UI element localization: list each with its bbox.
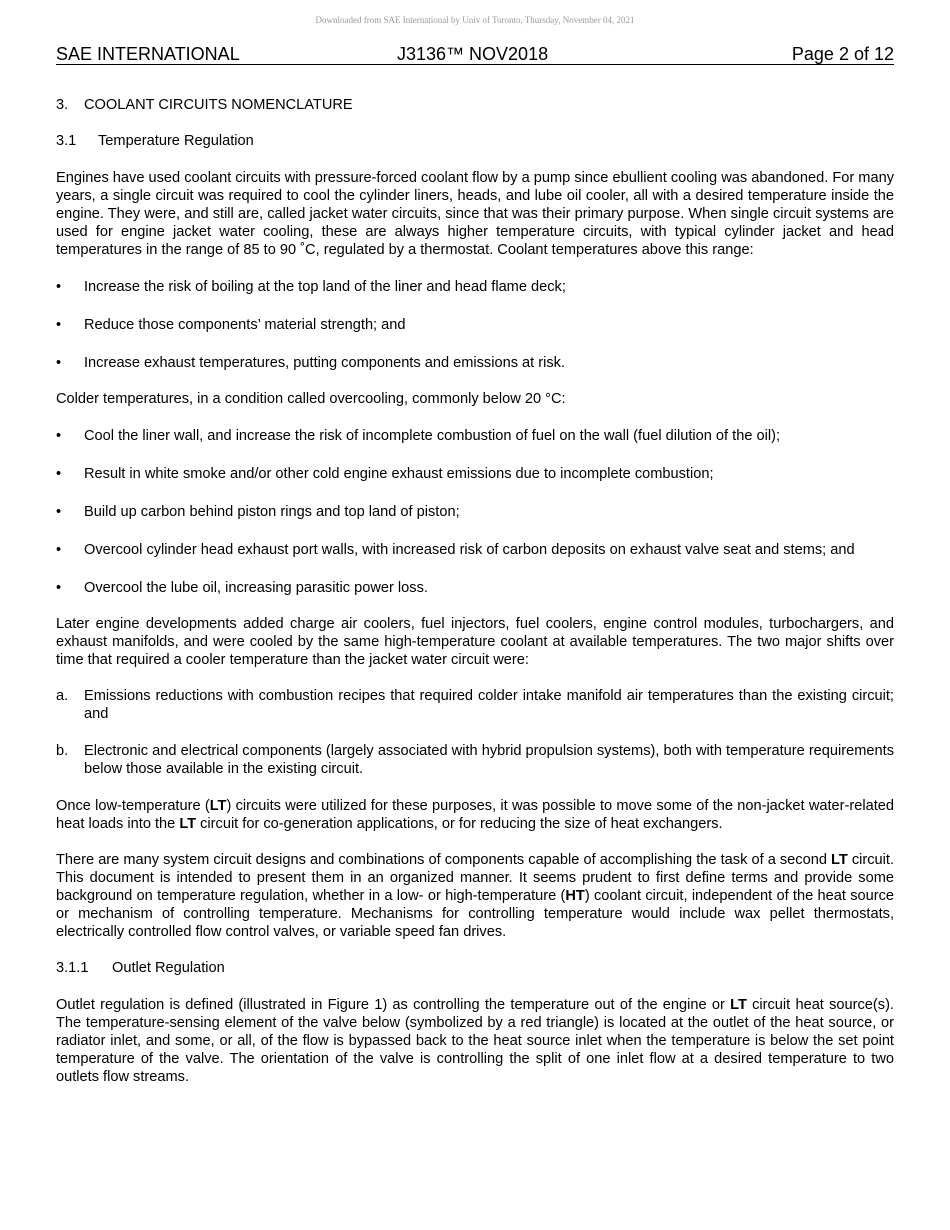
bullet-mark: • bbox=[56, 542, 62, 558]
bold-term: LT bbox=[831, 852, 848, 868]
paragraph-engines: Engines have used coolant circuits with pressure-forced coolant flow by a pump since ebullient cooling was abandoned. For many years, a single circuit was required to cool the cylinder liners, heads, and lube oil cooler, all with a desired temperature inside the engine. They were, and still are, called jacket water circuits, since that was their primary purpose. When single circuit systems are used for engine jacket water cooling, these are always higher temperature circuits, with typical cylinder jacket and head temperatures in the range of 85 to 90 ˚C, regulated by a thermostat. Coolant temperatures above this range: bbox=[56, 170, 894, 258]
list-item bbox=[56, 278, 894, 296]
list-item bbox=[56, 465, 894, 483]
paragraph-there bbox=[56, 851, 894, 941]
paragraph-once bbox=[56, 797, 894, 833]
text-run: Outlet regulation is defined (illustrated in Figure 1) as controlling the temperature out of the engine or bbox=[56, 997, 731, 1013]
paragraph-outlet bbox=[56, 996, 894, 1086]
text-run: ) circuits were utilized for these purposes, it was possible to move some of the non-jacket water-related heat loads into the bbox=[56, 798, 894, 832]
list-item bbox=[56, 541, 894, 559]
section-title: Temperature Regulation bbox=[98, 133, 254, 149]
list-item bbox=[56, 687, 894, 723]
list-item-text: Result in white smoke and/or other cold engine exhaust emissions due to incomplete combustion; bbox=[84, 466, 714, 482]
paragraph-later: Later engine developments added charge air coolers, fuel injectors, fuel coolers, engine control modules, turbochargers, and exhaust manifolds, and were cooled by the same high-temperature coolant at available temperatures. The two major shifts over time that required a cooler temperature than the jacket water circuit were: bbox=[56, 616, 894, 668]
section-3-heading bbox=[56, 96, 894, 114]
header-document-id: J3136™ NOV2018 bbox=[397, 44, 549, 64]
list-item bbox=[56, 316, 894, 334]
bold-term: LT bbox=[209, 798, 227, 814]
list-item-text: Build up carbon behind piston rings and top land of piston; bbox=[84, 504, 460, 520]
list-item-text: Overcool cylinder head exhaust port walls, with increased risk of carbon deposits on exhaust valve seat and stems; and bbox=[84, 542, 855, 558]
section-3-1-1-heading bbox=[56, 959, 894, 977]
section-number: 3.1 bbox=[56, 133, 77, 149]
text-run: There are many system circuit designs and combinations of components capable of accomplishing the task of a second bbox=[56, 852, 832, 868]
list-item-text: Emissions reductions with combustion recipes that required colder intake manifold air temperatures than the existing circuit; and bbox=[84, 688, 894, 722]
list-item-text: Increase the risk of boiling at the top land of the liner and head flame deck; bbox=[84, 279, 566, 295]
list-letter: b. bbox=[56, 743, 69, 759]
bullet-mark: • bbox=[56, 355, 62, 371]
list-letter: a. bbox=[56, 688, 69, 704]
text-run: ) coolant circuit, independent of the heat source or mechanism of controlling temperature. Mechanisms for controlling temperature would include wax pellet thermostats, electrically controlled flow control valves, or variable speed fan drives. bbox=[56, 888, 894, 940]
bullet-mark: • bbox=[56, 279, 62, 295]
header-page-number: Page 2 of 12 bbox=[791, 44, 894, 64]
bullet-mark: • bbox=[56, 580, 62, 596]
bullet-mark: • bbox=[56, 317, 62, 333]
section-title: Outlet Regulation bbox=[112, 960, 225, 976]
bullet-mark: • bbox=[56, 428, 62, 444]
list-item bbox=[56, 742, 894, 778]
section-3-1-heading bbox=[56, 132, 894, 150]
section-number: 3. bbox=[56, 97, 69, 113]
list-item-text: Reduce those components’ material strength; and bbox=[84, 317, 406, 333]
bullet-mark: • bbox=[56, 466, 62, 482]
page-header bbox=[56, 44, 894, 65]
text-run: circuit heat source(s). The temperature-sensing element of the valve below (symbolized by a red triangle) is located at the outlet of the heat source, or radiator inlet, and some, or all, of the flow is bypassed back to the heat source inlet when the temperature is below the set point temperature of the valve. The orientation of the valve is controlling the split of one inlet flow at a desired temperature to two outlets flow streams. bbox=[56, 997, 894, 1085]
text-run: circuit for co-generation applications, or for reducing the size of heat exchangers. bbox=[196, 816, 723, 832]
list-item bbox=[56, 503, 894, 521]
header-organization: SAE INTERNATIONAL bbox=[56, 44, 240, 64]
download-watermark: Downloaded from SAE International by Univ of Toronto, Thursday, November 04, 2021 bbox=[315, 15, 635, 25]
bold-term: HT bbox=[565, 888, 585, 904]
list-item bbox=[56, 579, 894, 597]
list-item-text: Overcool the lube oil, increasing parasitic power loss. bbox=[84, 580, 428, 596]
bold-term: LT bbox=[730, 997, 747, 1013]
text-run: circuit. This document is intended to present them in an organized manner. It seems prudent to first define terms and provide some background on temperature regulation, whether in a low- or high-temperature ( bbox=[56, 852, 895, 904]
list-item bbox=[56, 427, 894, 445]
bold-term: LT bbox=[179, 816, 197, 832]
list-item bbox=[56, 354, 894, 372]
text-run: Once low-temperature ( bbox=[56, 798, 210, 814]
paragraph-colder: Colder temperatures, in a condition called overcooling, commonly below 20 °C: bbox=[56, 391, 566, 407]
list-item-text: Electronic and electrical components (largely associated with hybrid propulsion systems), both with temperature requirements below those available in the existing circuit. bbox=[84, 743, 894, 777]
page-body bbox=[56, 96, 894, 1086]
section-number: 3.1.1 bbox=[56, 960, 89, 976]
list-item-text: Cool the liner wall, and increase the risk of incomplete combustion of fuel on the wall (fuel dilution of the oil); bbox=[84, 428, 781, 444]
section-title: COOLANT CIRCUITS NOMENCLATURE bbox=[84, 97, 353, 113]
list-item-text: Increase exhaust temperatures, putting components and emissions at risk. bbox=[84, 355, 566, 371]
bullet-mark: • bbox=[56, 504, 62, 520]
